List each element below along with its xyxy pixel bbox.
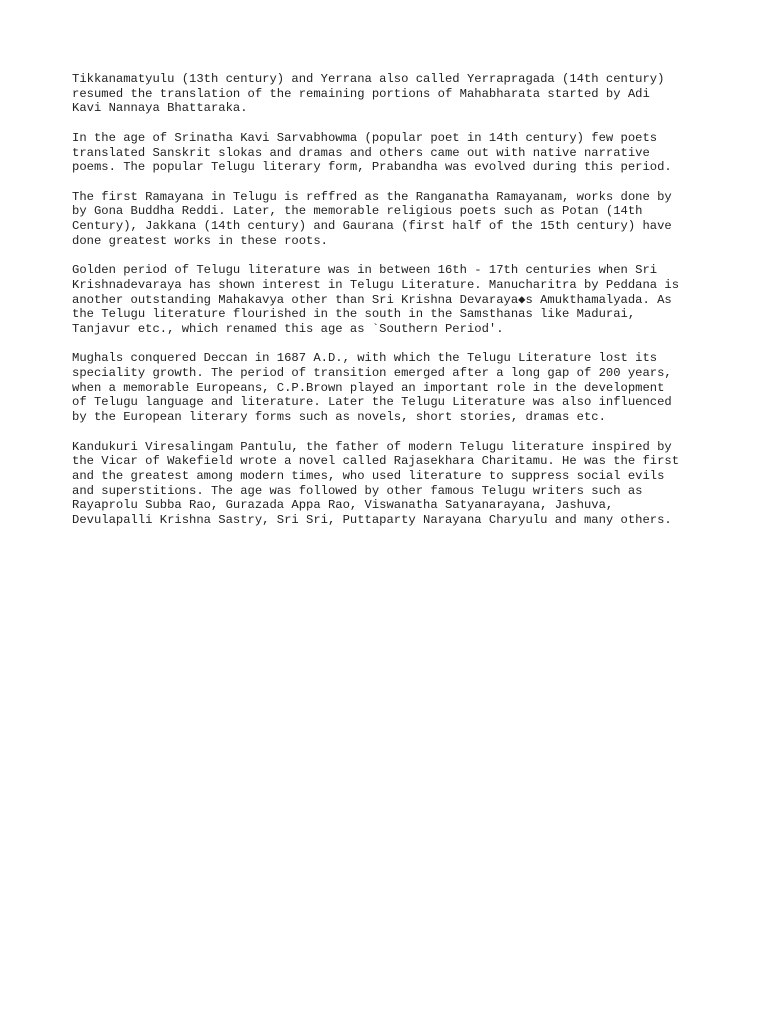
text-line: speciality growth. The period of transition emerged after a long gap of 200 years, [72, 366, 672, 380]
text-line: Century), Jakkana (14th century) and Gaurana (first half of the 15th century) have [72, 219, 672, 233]
text-line: the Telugu literature flourished in the south in the Samsthanas like Madurai, [72, 307, 636, 322]
text-line: translated Sanskrit slokas and dramas and others came out with native narrative [72, 145, 650, 160]
text-line: of Telugu language and literature. Later the Telugu Literature was also influenced [72, 395, 672, 410]
text-line: Kandukuri Viresalingam Pantulu, the father of modern Telugu literature inspired by [72, 439, 672, 454]
text-line: by the European literary forms such as novels, short stories, dramas etc. [72, 410, 606, 425]
paragraph-mughals [72, 351, 712, 425]
text-line: done greatest works in these roots. [72, 233, 328, 248]
text-line: poems. The popular Telugu literary form, Prabandha was evolved during this period. [72, 160, 672, 175]
text-line: In the age of Srinatha Kavi Sarvabhowma (popular poet in 14th century) few poets [72, 130, 658, 145]
text-line: Tanjavur etc., which renamed this age as `Southern Period'. [72, 321, 504, 336]
text-line: by Gona Buddha Reddi. Later, the memorable religious poets such as Potan (14th [72, 204, 643, 219]
text-line: another outstanding Mahakavya other than Sri Krishna Devaraya◆s Amukthamalyada. As [72, 292, 672, 307]
document-body [72, 72, 712, 542]
text-line: the Vicar of Wakefield wrote a novel called Rajasekhara Charitamu. He was the first [72, 454, 680, 469]
text-line: and superstitions. The age was followed by other famous Telugu writers such as [72, 483, 643, 498]
paragraph-ramayana [72, 190, 712, 249]
text-line: Rayaprolu Subba Rao, Gurazada Appa Rao, Viswanatha Satyanarayana, Jashuva, [72, 498, 614, 513]
text-line: resumed the translation of the remaining portions of Mahabharata started by Adi [72, 86, 650, 101]
text-line: Kavi Nannaya Bhattaraka. [72, 101, 248, 116]
text-line: Mughals conquered Deccan in 1687 A.D., with which the Telugu Literature lost its [72, 351, 658, 366]
text-line: The first Ramayana in Telugu is reffred as the Ranganatha Ramayanam, works done by [72, 189, 672, 204]
text-line: Devulapalli Krishna Sastry, Sri Sri, Puttaparty Narayana Charyulu and many others. [72, 513, 672, 528]
text-line: Golden period of Telugu literature was in between 16th - 17th centuries when Sri [72, 263, 658, 278]
paragraph-kandukuri [72, 440, 712, 528]
text-line: when a memorable Europeans, C.P.Brown played an important role in the development [72, 380, 665, 395]
text-line: Krishnadevaraya has shown interest in Telugu Literature. Manucharitra by Peddana is [72, 277, 680, 292]
text-line: and the greatest among modern times, who used literature to suppress social evils [72, 468, 665, 483]
paragraph-golden-period [72, 263, 712, 337]
text-line: Tikkanamatyulu (13th century) and Yerrana also called Yerrapragada (14th century) [72, 72, 665, 86]
paragraph-srinatha [72, 131, 712, 175]
paragraph-tikkana-yerrana [72, 72, 712, 116]
